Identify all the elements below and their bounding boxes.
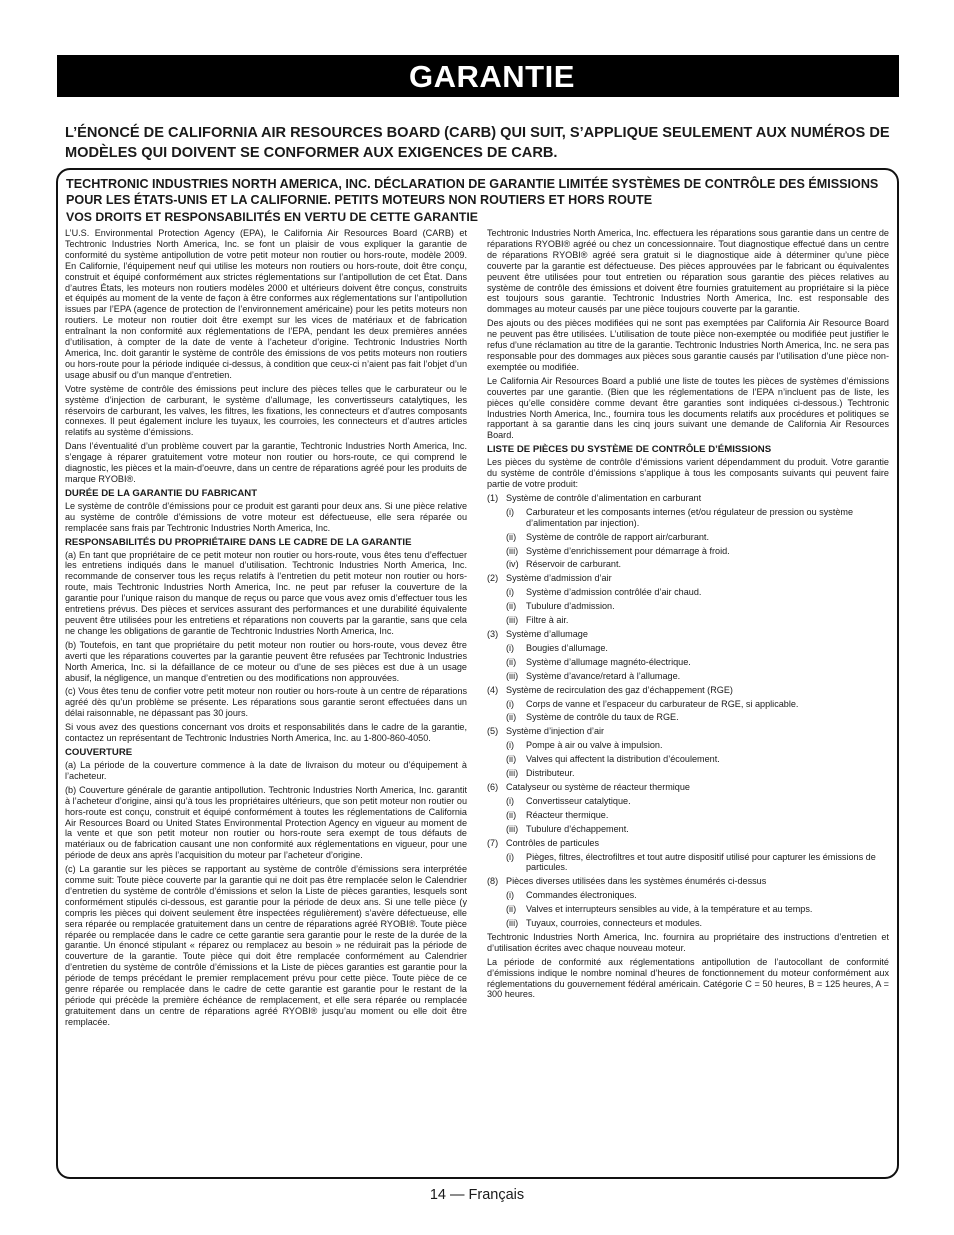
list-item-number: (7) (487, 837, 499, 848)
list-item-label: Système d’allumage (506, 629, 588, 639)
parts-sub-item (487, 532, 889, 543)
sub-item-number: (ii) (506, 601, 517, 612)
parts-list-item (487, 629, 889, 640)
parts-sub-item (487, 643, 889, 654)
sub-item-label: Tubulure d’échappement. (526, 823, 629, 834)
sub-item-number: (i) (506, 642, 515, 653)
list-item-label: Système de contrôle d’alimentation en carburant (506, 492, 702, 503)
parts-sub-item (487, 754, 889, 765)
sub-item-label: Réservoir de carburant. (526, 559, 622, 570)
sub-item-label: Système d’allumage magnéto-électrique. (526, 656, 691, 667)
sub-item-number: (i) (506, 795, 515, 806)
sub-item-number: (i) (506, 890, 515, 901)
sub-item-number: (ii) (506, 656, 517, 667)
parts-sub-item (487, 546, 889, 557)
emission-parts-list (487, 493, 889, 929)
sub-item-label: Distributeur. (526, 768, 575, 779)
parts-list-item (487, 685, 889, 696)
section-heading-couverture: COUVERTURE (65, 746, 133, 758)
sub-item-number: (i) (506, 506, 515, 517)
sub-item-label: Valves qui affectent la distribution d’écoulement. (526, 754, 720, 765)
paragraph: (c) Vous êtes tenu de confier votre petit moteur non routier ou hors-route à un centre de réparations agréé dès qu’un problème se présente. Les réparations sous garantie seront effectuées dans un délai raisonnable, ne dépassant pas 30 jours. (65, 686, 467, 719)
paragraph: (a) En tant que propriétaire de ce petit moteur non routier ou hors-route, vous êtes tenu d’effectuer les entretiens indiqués dans le manuel d’utilisation. Techtronic Industries North America, Inc. recommande de conserver tous les reçus relatifs à l’entretien du petit moteur non routier ou hors-route, mais Techtronic Industries North America, Inc. ne peut par refuser la couverture de la garantie pour l’unique raison du manque de reçus ou parce que vous avez omis d’effectuer tous les entretiens prévus. Des pièces et services assurant des performances et une durabilité équivalente peuvent être utilisées pour les entretiens et réparations non couverts par la garantie, sans que cela ne change les obligations de garantie de Techtronic Industries North America, Inc. (65, 549, 467, 636)
paragraph: Si vous avez des questions concernant vos droits et responsabilités dans le cadre de la garantie, contactez un représentant de Techtronic Industries North America, Inc. au 1-800-860-4050. (65, 722, 467, 744)
parts-sub-item (487, 699, 889, 710)
paragraph: Votre système de contrôle des émissions peut inclure des pièces telles que le carburateur ou le système d’injection de carburant, le système d’allumage, les convertisseurs catalytiques, les réservoirs de carburant, les valves, les filtres, les fixations, les connecteurs et d’autres composants connexes. Il peut également inclure les tuyaux, les courroies, les connecteurs et d’autres articles relatifs au système d’émissions. (65, 383, 467, 438)
list-item-number: (5) (487, 726, 499, 737)
sub-item-label: Système de contrôle du taux de RGE. (526, 712, 679, 723)
sub-item-label: Tubulure d’admission. (526, 601, 615, 612)
sub-item-label: Tuyaux, courroies, connecteurs et modules. (526, 918, 703, 929)
list-item-label: Pièces diverses utilisées dans les systèmes énumérés ci-dessus (506, 876, 767, 887)
sub-item-number: (ii) (506, 712, 517, 723)
sub-item-number: (ii) (506, 754, 517, 765)
page-title: GARANTIE (57, 55, 899, 97)
sub-item-number: (iii) (506, 615, 519, 626)
paragraph: La période de conformité aux réglementations antipollution de l’autocollant de conformité d’émissions indique le nombre nominal d’heures de fonctionnement du moteur conformément aux réglementations du gouvernement fédéral américain. Catégorie C = 50 heures, B = 125 heures, A = 300 heures. (487, 956, 889, 1000)
intro-text: L’ÉNONCÉ DE CALIFORNIA AIR RESOURCES BOARD (CARB) QUI SUIT, S’APPLIQUE SEULEMENT AUX NUMÉROS DE MODÈLES QUI DOIVENT SE CONFORMER AUX EXIGENCES DE CARB. (65, 125, 890, 161)
page-footer: 14 — Français (429, 1187, 525, 1203)
sub-item-label: Système de contrôle de rapport air/carburant. (526, 531, 709, 542)
paragraph: Les pièces du système de contrôle d’émissions varient dépendamment du produit. Votre garantie du système de contrôle d’émissions s’applique à tous les composants suivants qui peuvent faire partie de votre produit: (487, 457, 889, 490)
list-item-number: (8) (487, 876, 499, 887)
paragraph: L’U.S. Environmental Protection Agency (EPA), le California Air Resources Board (CARB) et Techtronic Industries North America, Inc. se font un plaisir de vous expliquer la garantie de conformité du système antipollution de votre petit moteur non routier ou hors-route, modèle 2009. En Californie, l’équipement neuf qui utilise les moteurs non routiers ou hors-route, doit être conçu, construit et équipé conformément aux strictes réglementations sur l’antipollution de cet État. Dans d’autres États, les moteurs non routiers modèles 2000 et ultérieurs doivent être conçus, construits et équipés au moment de la vente de façon à être conformes aux réglementations sur l’antipollution issues par l’EPA (agence de protection de l’environnement américaine) pour les petits moteurs non routiers. Le moteur non routier doit être exempt sur les vices de matériaux et de fabrication entraînant la non conformité aux réglementations de l’EPA, pendant les deux premières années d’utilisation, à compter de la date de vente à l’acheteur d’origine. Techtronic Industries North America, Inc. doit garantir le système de contrôle des émissions de vos petits moteurs non routiers ou hors-route pour la période indiquée ci-dessus, à condition que ceux-ci n’aient pas fait l’objet d’un usage abusif ou d’un manque d’entretien. (65, 228, 467, 380)
sub-item-label: Pièges, filtres, électrofiltres et tout autre dispositif utilisé pour capturer les émissions de particules. (526, 851, 876, 873)
parts-sub-item (487, 890, 889, 901)
section-heading-responsabilites: RESPONSABILITÉS DU PROPRIÉTAIRE DANS LE CADRE DE LA GARANTIE (65, 536, 412, 548)
carb-intro-statement (65, 123, 905, 163)
sub-item-label: Bougies d’allumage. (526, 642, 608, 653)
list-item-number: (2) (487, 573, 499, 584)
sub-item-number: (i) (506, 740, 515, 751)
sub-item-number: (iii) (506, 670, 519, 681)
rights-responsibilities-heading: VOS DROITS ET RESPONSABILITÉS EN VERTU DE CETTE GARANTIE (66, 210, 478, 224)
sub-item-number: (ii) (506, 904, 517, 915)
parts-sub-item (487, 918, 889, 929)
parts-list-item (487, 782, 889, 793)
parts-sub-item (487, 615, 889, 626)
parts-sub-item (487, 587, 889, 598)
sub-item-number: (i) (506, 587, 515, 598)
sub-item-label: Système d’admission contrôlée d’air chaud. (526, 587, 702, 598)
parts-list-item (487, 838, 889, 849)
list-item-label: Système d’admission d’air (506, 573, 612, 584)
parts-sub-item (487, 507, 889, 529)
section-heading-liste: LISTE DE PIÈCES DU SYSTÈME DE CONTRÔLE D’ÉMISSIONS (487, 444, 772, 456)
paragraph: Techtronic Industries North America, Inc. fournira au propriétaire des instructions d’entretien et d’utilisation écrites avec chaque nouveau moteur. (487, 931, 889, 953)
paragraph: Le système de contrôle d’émissions pour ce produit est garanti pour deux ans. Si une pièce relative au système de contrôle d’émissions de votre moteur est défectueuse, elle sera réparée ou remplacée sans frais par Techtronic Industries North America, Inc. (65, 500, 467, 533)
list-item-number: (4) (487, 684, 499, 695)
parts-sub-item (487, 796, 889, 807)
sub-item-label: Filtre à air. (526, 615, 569, 626)
sub-item-number: (ii) (506, 531, 517, 542)
list-item-number: (6) (487, 781, 499, 792)
list-item-number: (3) (487, 629, 499, 639)
paragraph: (c) La garantie sur les pièces se rapportant au système de contrôle d’émissions sera interprétée comme suit: Toute pièce couverte par la garantie qui ne doit pas être remplacée selon le Calendrier d’entretien du système de contrôle d’émissions et selon la Liste de pièces garanties, lesquels sont conformément stipulés ci-dessous, est garantie pour la période de deux ans. Si une telle pièce (y compris les pièces qui doivent seulement être inspectées régulièrement) s’avère défectueuse, elle sera réparée ou remplacée gratuitement dans un centre de réparations agréé RYOBI®. Toute pièce réparée ou remplacée dans le cadre ce cette garantie sera garantie pour le reste de la durée de la garantie. Un énoncé stipulant « réparez ou remplacez au besoin » ne réduirait pas la période de couverture de la garantie. Toute pièce qui doit être remplacée conformément au Calendrier d’entretien du système de contrôle d’émissions et la Liste de pièces garanties est garantie pour la période de temps précédant le premier remplacement prévu pour cette pièce. Toute pièce de ce genre réparée ou remplacée dans le cadre de cette garantie est garantie pour le restant de la période qui précède la première échéance de remplacement, et elle sera réparée ou remplacée gratuitement dans un centre de réparations agréé RYOBI® jusqu’au moment ou elle doit être remplacée. (65, 864, 467, 1027)
paragraph: (b) Toutefois, en tant que propriétaire du petit moteur non routier ou hors-route, vous devez être averti que les réparations couvertes par la garantie peuvent être refusées par Techtronic Industries North America, Inc. si la défaillance de ce moteur ou d’une de ses pièces est due à un usage abusif, la négligence, un manque d’entretien ou des modifications non approuvées. (65, 639, 467, 683)
sub-item-label: Corps de vanne et l’espaceur du carburateur de RGE, si applicable. (526, 698, 799, 709)
sub-item-number: (i) (506, 698, 515, 709)
list-item-label: Système de recirculation des gaz d’échappement (RGE) (506, 684, 733, 695)
parts-sub-item (487, 768, 889, 779)
parts-list-item (487, 876, 889, 887)
parts-sub-item (487, 712, 889, 723)
parts-sub-item (487, 852, 889, 874)
warranty-statement-heading: TECHTRONIC INDUSTRIES NORTH AMERICA, INC. DÉCLARATION DE GARANTIE LIMITÉE SYSTÈMES DE CONTRÔLE DES ÉMISSIONS POUR LES ÉTATS-UNIS ET LA CALIFORNIE. PETITS MOTEURS NON ROUTIERS ET HORS ROUTE (66, 177, 879, 207)
sub-item-number: (iii) (506, 918, 519, 929)
sub-item-number: (iii) (506, 823, 519, 834)
paragraph: (a) La période de la couverture commence à la date de livraison du moteur ou d’équipement à l’acheteur. (65, 759, 467, 781)
parts-sub-item (487, 657, 889, 668)
sub-item-number: (i) (506, 851, 515, 862)
paragraph: (b) Couverture générale de garantie antipollution. Techtronic Industries North America, Inc. garantit à l’acheteur d’origine, ainsi qu’à tous les propriétaires ultérieurs, que son petit moteur non routier ou hors-route est conçu, construit et équipé conformément à toutes les réglementations de California Air Resources Board ou United States Environmental Protection Agency en vigueur au moment de la vente et que son petit moteur non routier ou hors-route sera exempt de tous défauts de matériaux ou de fabrication causant une non conformité aux réglementations en vigueur, pour une période de deux ans après l’acquisition du moteur par l’acheteur d’origine. (65, 784, 467, 861)
sub-item-label: Commandes électroniques. (526, 890, 637, 901)
parts-sub-item (487, 904, 889, 915)
parts-list-item (487, 726, 889, 737)
sub-item-label: Réacteur thermique. (526, 809, 609, 820)
parts-sub-item (487, 601, 889, 612)
parts-sub-item (487, 740, 889, 751)
sub-item-label: Pompe à air ou valve à impulsion. (526, 740, 663, 751)
parts-list-item (487, 573, 889, 584)
sub-item-number: (ii) (506, 809, 517, 820)
sub-item-number: (iii) (506, 768, 519, 779)
sub-item-label: Système d’avance/retard à l’allumage. (526, 670, 681, 681)
sub-item-number: (iii) (506, 545, 519, 556)
sub-item-number: (iv) (506, 559, 519, 570)
paragraph: Techtronic Industries North America, Inc. effectuera les réparations sous garantie dans un centre de réparations RYOBI® agréé ou chez un concessionnaire. Tout diagnostique effectué dans un centre de réparations RYOBI® agréé sera gratuit si le diagnostique aide à déterminer qu’une pièce couverte par la garantie est défectueuse. Des pièces approuvées par le fabricant ou équivalentes peuvent être utilisées pour tout entretien ou réparation sous garantie des pièces relatives au système de contrôle des émissions et doivent être fournies gratuitement au propriétaire si la pièce est toujours sous garantie. Techtronic Industries North America, Inc. est responsable des dommages au moteur causés par une pièce toujours couverte par la garantie. (487, 228, 889, 315)
sub-item-label: Système d’enrichissement pour démarrage à froid. (526, 545, 730, 556)
list-item-label: Contrôles de particules (506, 837, 600, 848)
right-column (487, 228, 889, 1172)
parts-sub-item (487, 559, 889, 570)
sub-item-label: Carburateur et les composants internes (et/ou régulateur de pression ou système d’alimentation par injection). (526, 506, 854, 528)
paragraph: Le California Air Resources Board a publié une liste de toutes les pièces de systèmes d’émissions couvertes par une garantie. (Bien que les réglementations de l’EPA n’incluent pas de liste, les pièces qu’elle considère comme devant être garanties sont indiquées ci-dessous.) Techtronic Industries North America, Inc., fournira tous les documents relatifs aux procédures et politiques se rapportant à sa garantie dans les cinq jours suivant une demande de California Air Resources Board. (487, 375, 889, 441)
paragraph: Des ajouts ou des pièces modifiées qui ne sont pas exemptées par California Air Resource Board ne peuvent pas être utilisées. L’utilisation de toute pièce non-exemptée ou modifiée peut justifier le refus d’une réclamation au titre de la garantie. Techtronic Industries North America, Inc. ne sera pas responsable pour des dommages aux pièces sous garantie causés par l’utilisation d’une pièce non-exemptée ou modifiée. (487, 318, 889, 372)
left-column (65, 228, 467, 1172)
paragraph: Dans l’éventualité d’un problème couvert par la garantie, Techtronic Industries North America, Inc. s’engage à réparer gratuitement votre moteur non routier ou hors-route, ce qui comprend le diagnostic, les pièces et la main-d’oeuvre, dans un centre de réparations agréé pour les produits de marque RYOBI®. (65, 441, 467, 484)
parts-sub-item (487, 810, 889, 821)
list-item-label: Catalyseur ou système de réacteur thermique (506, 781, 690, 792)
parts-sub-item (487, 824, 889, 835)
sub-item-label: Convertisseur catalytique. (526, 795, 631, 806)
list-item-number: (1) (487, 492, 499, 503)
parts-sub-item (487, 671, 889, 682)
parts-list-item (487, 493, 889, 504)
list-item-label: Système d’injection d’air (506, 726, 605, 737)
sub-item-label: Valves et interrupteurs sensibles au vide, à la température et au temps. (526, 904, 813, 915)
section-heading-duree: DURÉE DE LA GARANTIE DU FABRICANT (65, 487, 258, 499)
